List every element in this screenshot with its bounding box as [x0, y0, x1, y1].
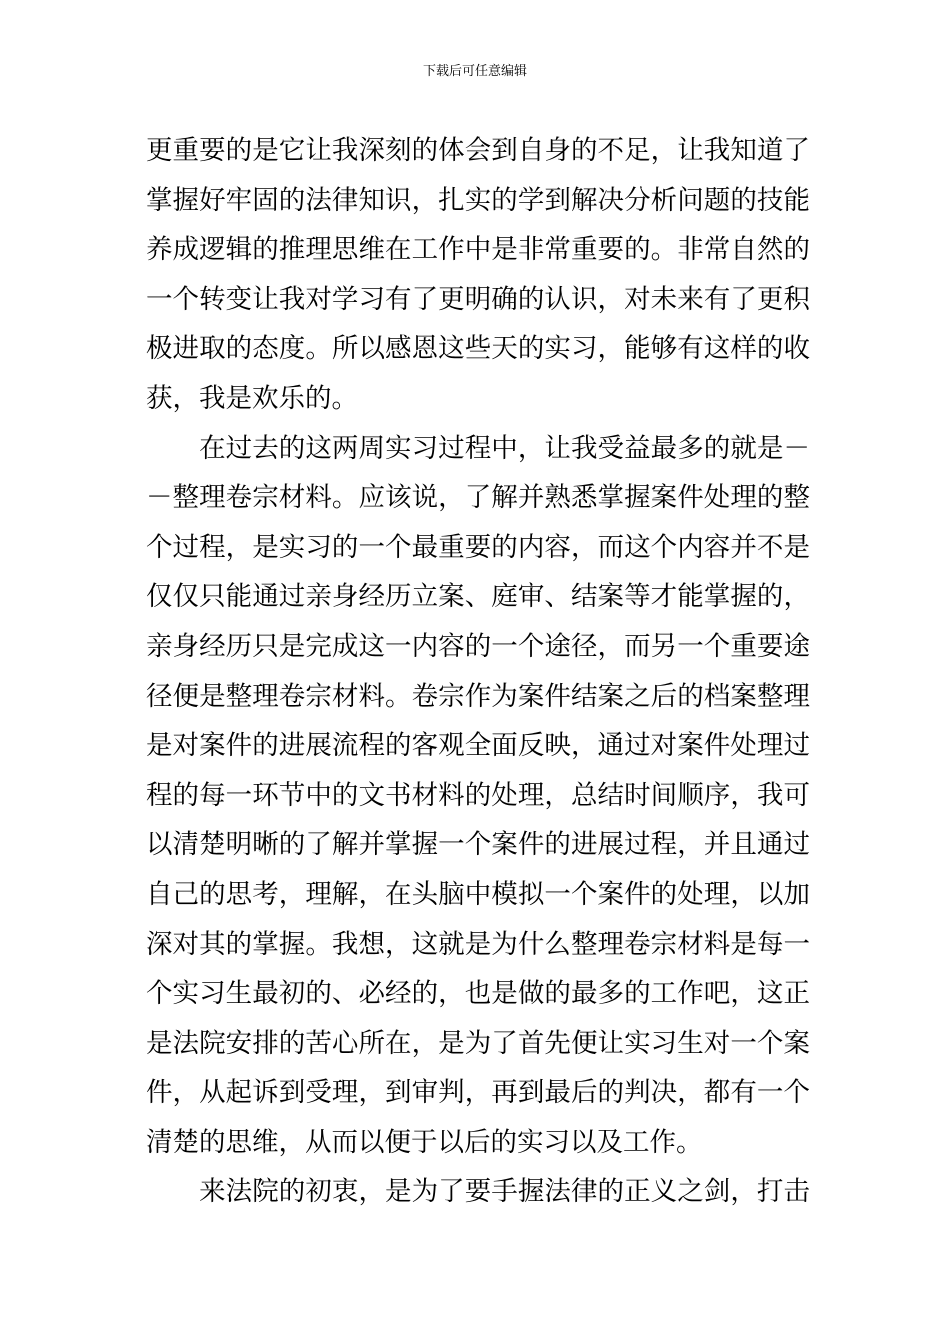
text-line: 自己的思考，理解，在头脑中模拟一个案件的处理，以加: [146, 878, 810, 910]
text-line: 是法院安排的苦心所在，是为了首先便让实习生对一个案: [146, 1027, 810, 1059]
text-line: 深对其的掌握。我想，这就是为什么整理卷宗材料是每一: [146, 928, 810, 960]
text-line: 养成逻辑的推理思维在工作中是非常重要的。非常自然的: [146, 234, 810, 266]
text-line: 以清楚明晰的了解并掌握一个案件的进展过程，并且通过: [146, 829, 810, 861]
text-line: 获，我是欢乐的。: [146, 382, 358, 414]
text-line: 来法院的初衷，是为了要手握法律的正义之剑，打击: [146, 1176, 810, 1208]
text-line: 是对案件的进展流程的客观全面反映，通过对案件处理过: [146, 730, 810, 762]
text-line: 更重要的是它让我深刻的体会到自身的不足，让我知道了: [146, 135, 810, 166]
text-line: 程的每一环节中的文书材料的处理，总结时间顺序，我可: [146, 779, 810, 811]
text-line: 个实习生最初的、必经的，也是做的最多的工作吧，这正: [146, 978, 810, 1010]
text-line: 一个转变让我对学习有了更明确的认识，对未来有了更积: [146, 283, 810, 315]
text-line: 仅仅只能通过亲身经历立案、庭审、结案等才能掌握的，: [146, 581, 810, 613]
text-line: 掌握好牢固的法律知识，扎实的学到解决分析问题的技能: [146, 184, 810, 216]
text-line: 在过去的这两周实习过程中，让我受益最多的就是－: [146, 432, 810, 464]
text-line: 个过程，是实习的一个最重要的内容，而这个内容并不是: [146, 531, 810, 563]
text-line: 径便是整理卷宗材料。卷宗作为案件结案之后的档案整理: [146, 680, 810, 712]
text-line: 亲身经历只是完成这一内容的一个途径，而另一个重要途: [146, 630, 810, 662]
text-line: 极进取的态度。所以感恩这些天的实习，能够有这样的收: [146, 333, 810, 365]
page-header: 下载后可任意编辑: [422, 64, 527, 79]
text-line: 清楚的思维，从而以便于以后的实习以及工作。: [146, 1126, 703, 1158]
text-line: 件，从起诉到受理，到审判，再到最后的判决，都有一个: [146, 1077, 810, 1109]
text-line: －整理卷宗材料。应该说，了解并熟悉掌握案件处理的整: [146, 482, 810, 514]
body-text: [146, 126, 810, 1217]
